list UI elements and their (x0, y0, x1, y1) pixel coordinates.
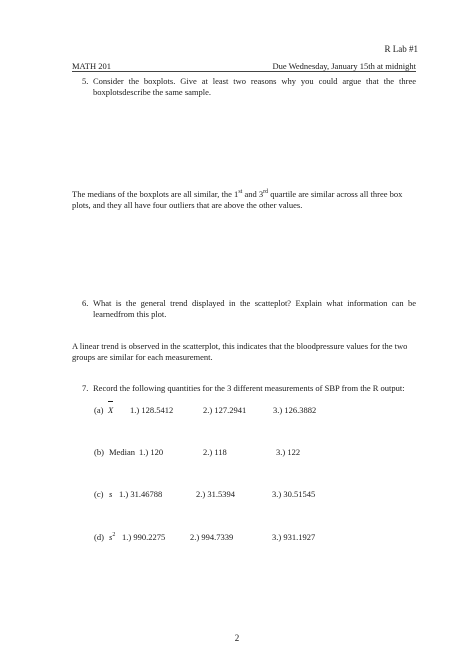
q7b-value-1: 1.) 120 (139, 447, 164, 457)
header-rule (72, 71, 416, 72)
q5-number: 5. (82, 76, 89, 86)
q5-answer-sup1: st (238, 189, 243, 195)
q7c-value-3: 3.) 30.51545 (272, 489, 316, 499)
q7c-symbol: s (109, 489, 113, 499)
q6-text: What is the general trend displayed in the scatteplot? Explain what information can be learnedfrom this plot. (93, 298, 416, 319)
q5-answer (72, 187, 418, 211)
s-symbol: s (109, 532, 113, 542)
q7a-value-1: 1.) 128.5412 (130, 405, 174, 415)
page-number: 2 (234, 633, 240, 643)
q7b-value-3: 3.) 122 (276, 447, 301, 457)
s-squared-sup: 2 (112, 532, 116, 539)
q5-answer-part1: The medians of the boxplots are all similar, the 1 (72, 188, 239, 199)
q6-answer: A linear trend is observed in the scatterplot, this indicates that the bloodpressure values for the two groups are similar for each measurement. (72, 341, 408, 362)
q7a-label: (a) (94, 405, 104, 415)
q6-number: 6. (82, 298, 89, 308)
q7d-value-1: 1.) 990.2275 (122, 532, 166, 542)
q5-answer-part2: and 3 (242, 188, 264, 199)
q7a-value-3: 3.) 126.3882 (273, 405, 317, 415)
q7-text: Record the following quantities for the 3 different measurements of SBP from the R output: (93, 383, 405, 393)
q7d-value-2: 2.) 994.7339 (190, 532, 234, 542)
q7b-value-2: 2.) 118 (203, 447, 227, 457)
q5-text: Consider the boxplots. Give at least two reasons why you could argue that the three boxplotsdescribe the same sample. (93, 76, 416, 97)
q7c-value-1: 1.) 31.46788 (119, 489, 163, 499)
course-name: MATH 201 (72, 61, 111, 71)
q7d-symbol (109, 532, 115, 542)
xbar-symbol: X (108, 405, 114, 415)
q7d-value-3: 3.) 931.1927 (272, 532, 316, 542)
q7c-value-2: 2.) 31.5394 (196, 489, 235, 499)
q7d-label: (d) (94, 532, 104, 542)
q5-answer-part3: quartile are similar across all three box plots, and they all have four outliers that are above the other values. (72, 188, 403, 210)
q7c-label: (c) (94, 489, 104, 499)
q7b-symbol: Median (109, 447, 135, 457)
q7-number: 7. (82, 383, 89, 393)
q7b-label: (b) (94, 447, 104, 457)
q7a-value-2: 2.) 127.2941 (203, 405, 247, 415)
due-date: Due Wednesday, January 15th at midnight (272, 61, 416, 71)
lab-title: R Lab #1 (384, 44, 418, 54)
q7a-symbol (108, 405, 113, 415)
q5-answer-sup2: rd (263, 189, 269, 195)
